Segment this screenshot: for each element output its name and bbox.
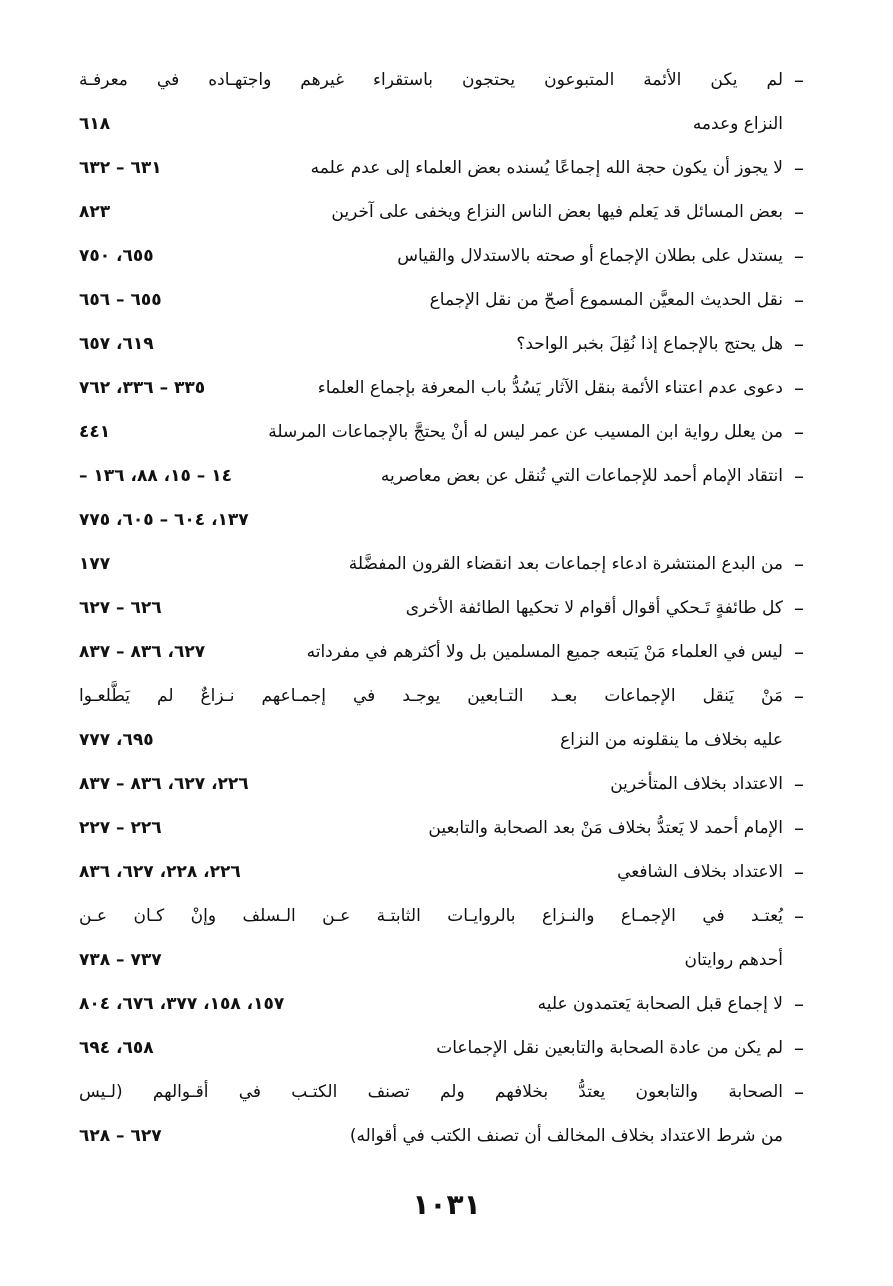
entry-text: الاعتداد بخلاف المتأخرين [610,774,783,794]
entry-bullet-dash: – [794,596,804,620]
entry-bullet-dash: – [794,68,804,92]
entry-page-refs: ١٣٧، ٦٠٤ – ٦٠٥، ٧٧٥ [79,510,249,530]
index-entries-list [79,58,809,1158]
entry-line [79,806,783,850]
entry-page-refs: ١٧٧ [79,554,111,574]
entry-bullet-dash: – [794,860,804,884]
entry-text: الاعتداد بخلاف الشافعي [617,862,783,882]
entry-page-refs: ١٤ – ١٥، ٨٨، ١٣٦ – [79,466,232,486]
entry-page-refs: ٤٤١ [79,422,111,442]
entry-line [79,718,783,762]
entry-bullet-dash: – [794,552,804,576]
index-entry [79,630,809,674]
entry-text: أحدهم روايتان [684,950,783,970]
entry-text: من يعلل رواية ابن المسيب عن عمر ليس له أنْ يحتجَّ بالإجماعات المرسلة [268,422,783,442]
entry-bullet-dash: – [794,464,804,488]
entry-bullet-dash: – [794,772,804,796]
entry-bullet-dash: – [794,1036,804,1060]
entry-text: هل يحتج بالإجماع إذا نُقِلَ بخبر الواحد؟ [516,334,783,354]
index-entry [79,586,809,630]
entry-bullet-dash: – [794,816,804,840]
entry-page-refs: ٦٥٥، ٧٥٠ [79,246,154,266]
entry-bullet-dash: – [794,684,804,708]
entry-line [79,322,783,366]
entry-text: عليه بخلاف ما ينقلونه من النزاع [560,730,783,750]
entry-line [79,894,783,938]
entry-page-refs: ٦٢٧ – ٦٢٨ [79,1126,162,1146]
entry-text: نقل الحديث المعيَّن المسموع أصحّ من نقل الإجماع [429,290,783,310]
index-entry [79,366,809,410]
entry-line [79,454,783,498]
index-entry [79,542,809,586]
entry-bullet-dash: – [794,420,804,444]
index-entry [79,146,809,190]
entry-page-refs: ٦٢٧، ٨٣٦ – ٨٣٧ [79,642,206,662]
entry-page-refs: ٦١٨ [79,114,111,134]
entry-page-refs: ٦٣١ – ٦٣٢ [79,158,162,178]
entry-line [79,58,783,102]
entry-line [79,366,783,410]
index-entry [79,762,809,806]
entry-text: من شرط الاعتداد بخلاف المخالف أن تصنف الكتب في أقواله) [349,1126,783,1146]
entry-line [79,190,783,234]
entry-line [79,498,783,542]
entry-page-refs: ١٥٧، ١٥٨، ٣٧٧، ٦٧٦، ٨٠٤ [79,994,285,1014]
entry-text: مَنْ يَنقل الإجماعات بعـد التـابعين يوجـد في إجمـاعهم نـزاعٌ لم يَطَّلعـوا [79,686,783,706]
entry-line [79,762,783,806]
entry-bullet-dash: – [794,640,804,664]
index-entry [79,322,809,366]
entry-page-refs: ٦٥٨، ٦٩٤ [79,1038,154,1058]
index-entry [79,190,809,234]
entry-page-refs: ٢٢٦، ٢٢٨، ٦٢٧، ٨٣٦ [79,862,241,882]
entry-text: كل طائفةٍ تَـحكي أقوال أقوام لا تحكيها الطائفة الأخرى [405,598,783,618]
entry-bullet-dash: – [794,156,804,180]
index-entry [79,850,809,894]
entry-line [79,278,783,322]
entry-line [79,850,783,894]
entry-text: الصحابة والتابعون يعتدُّ بخلافهم ولم تصنف الكتـب في أقـوالهم (لـيس [79,1082,783,1102]
index-entry [79,58,809,146]
entry-bullet-dash: – [794,904,804,928]
entry-line [79,982,783,1026]
entry-page-refs: ٢٢٦، ٦٢٧، ٨٣٦ – ٨٣٧ [79,774,249,794]
index-entry [79,410,809,454]
entry-text: يستدل على بطلان الإجماع أو صحته بالاستدلال والقياس [397,246,783,266]
index-entry [79,234,809,278]
entry-line [79,542,783,586]
entry-text: لم يكن من عادة الصحابة والتابعين نقل الإجماعات [436,1038,783,1058]
entry-page-refs: ٦١٩، ٦٥٧ [79,334,154,354]
entry-text: لا يجوز أن يكون حجة الله إجماعًا يُسنده بعض العلماء إلى عدم علمه [310,158,783,178]
entry-line [79,630,783,674]
entry-bullet-dash: – [794,244,804,268]
index-entry [79,454,809,542]
entry-bullet-dash: – [794,1080,804,1104]
index-entry [79,806,809,850]
entry-line [79,102,783,146]
entry-text: النزاع وعدمه [692,114,783,134]
entry-line [79,674,783,718]
entry-text: ليس في العلماء مَنْ يَتبعه جميع المسلمين بل ولا أكثرهم في مفرداته [306,642,783,662]
entry-line [79,1070,783,1114]
index-entry [79,278,809,322]
entry-bullet-dash: – [794,332,804,356]
entry-line [79,938,783,982]
entry-text: الإمام أحمد لا يَعتدُّ بخلاف مَنْ بعد الصحابة والتابعين [428,818,783,838]
entry-bullet-dash: – [794,288,804,312]
entry-page-refs: ٢٢٦ – ٢٢٧ [79,818,162,838]
page-number: ١٠٣١ [412,1188,481,1221]
entry-bullet-dash: – [794,992,804,1016]
entry-text: دعوى عدم اعتناء الأئمة بنقل الآثار يَسُدُّ باب المعرفة بإجماع العلماء [317,378,783,398]
entry-text: يُعتـد في الإجمـاع والنـزاع بالروايـات الثابتـة عـن الـسلف وإنْ كـان عـن [79,906,783,926]
entry-page-refs: ٨٢٣ [79,202,111,222]
entry-text: انتقاد الإمام أحمد للإجماعات التي تُنقل عن بعض معاصريه [380,466,783,486]
entry-text: لم يكن الأئمة المتبوعون يحتجون باستقراء غيرهم واجتهـاده في معرفـة [79,70,783,90]
entry-line [79,1026,783,1070]
entry-page-refs: ٦٥٥ – ٦٥٦ [79,290,162,310]
entry-page-refs: ٣٣٥ – ٣٣٦، ٧٦٢ [79,378,206,398]
entry-bullet-dash: – [794,376,804,400]
entry-line [79,410,783,454]
entry-text: لا إجماع قبل الصحابة يَعتمدون عليه [537,994,783,1014]
entry-line [79,234,783,278]
index-entry [79,982,809,1026]
entry-page-refs: ٧٣٧ – ٧٣٨ [79,950,162,970]
index-entry [79,894,809,982]
index-entry [79,674,809,762]
entry-page-refs: ٦٢٦ – ٦٢٧ [79,598,162,618]
entry-page-refs: ٦٩٥، ٧٧٧ [79,730,154,750]
entry-text: بعض المسائل قد يَعلم فيها بعض الناس النزاع ويخفى على آخرين [331,202,783,222]
entry-line [79,586,783,630]
entry-text: من البدع المنتشرة ادعاء إجماعات بعد انقضاء القرون المفضَّلة [348,554,783,574]
index-entry [79,1070,809,1158]
entry-line [79,146,783,190]
index-entry [79,1026,809,1070]
entry-bullet-dash: – [794,200,804,224]
entry-line [79,1114,783,1158]
